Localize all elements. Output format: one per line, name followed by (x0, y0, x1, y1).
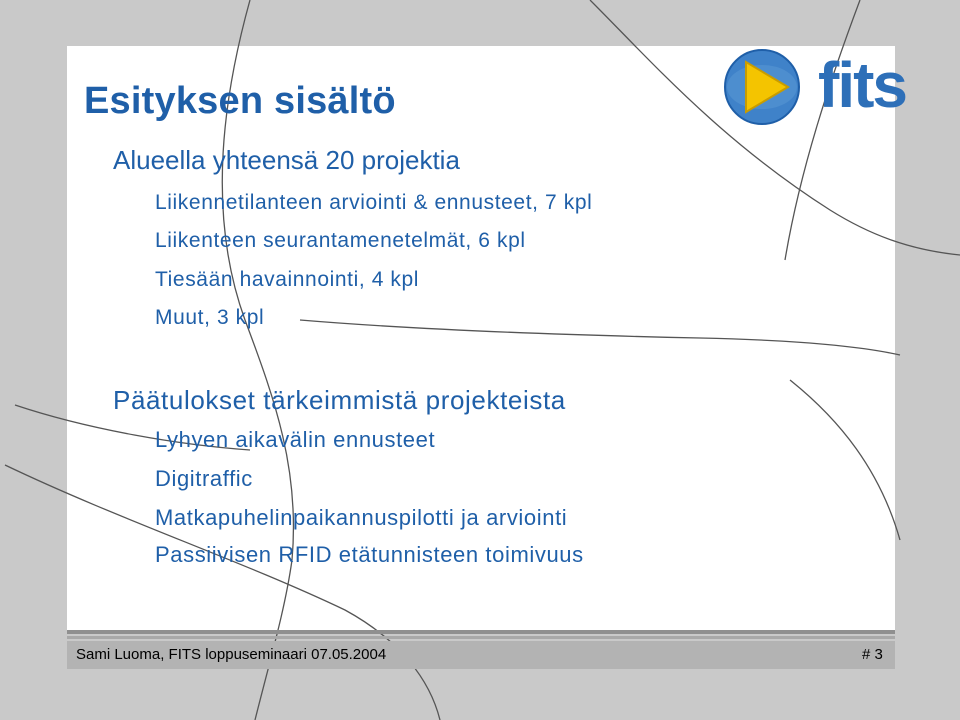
footer-divider (67, 630, 895, 634)
section2-item-4: Passiivisen RFID etätunnisteen toimivuus (155, 542, 584, 567)
section2-item-1: Lyhyen aikavälin ennusteet (155, 427, 436, 452)
section1-heading: Alueella yhteensä 20 projektia (113, 145, 460, 175)
footer-author-event: Sami Luoma, FITS loppuseminaari 07.05.2004 (76, 646, 387, 663)
section1-item-3: Tiesään havainnointi, 4 kpl (155, 268, 420, 291)
footer-divider-2 (67, 636, 895, 639)
footer-page-number: # 3 (862, 646, 883, 663)
section2-heading: Päätulokset tärkeimmistä projekteista (113, 385, 566, 415)
slide-title: Esityksen sisältö (84, 80, 396, 122)
fits-logo (722, 42, 922, 152)
section2-item-3: Matkapuhelinpaikannuspilotti ja arviointi (155, 505, 568, 530)
section1-item-1: Liikennetilanteen arviointi & ennusteet, 7 kpl (155, 191, 593, 214)
section2-item-2: Digitraffic (155, 466, 253, 491)
section1-item-4: Muut, 3 kpl (155, 306, 265, 329)
section1-item-2: Liikenteen seurantamenetelmät, 6 kpl (155, 229, 526, 252)
logo-text: fits (818, 49, 906, 121)
